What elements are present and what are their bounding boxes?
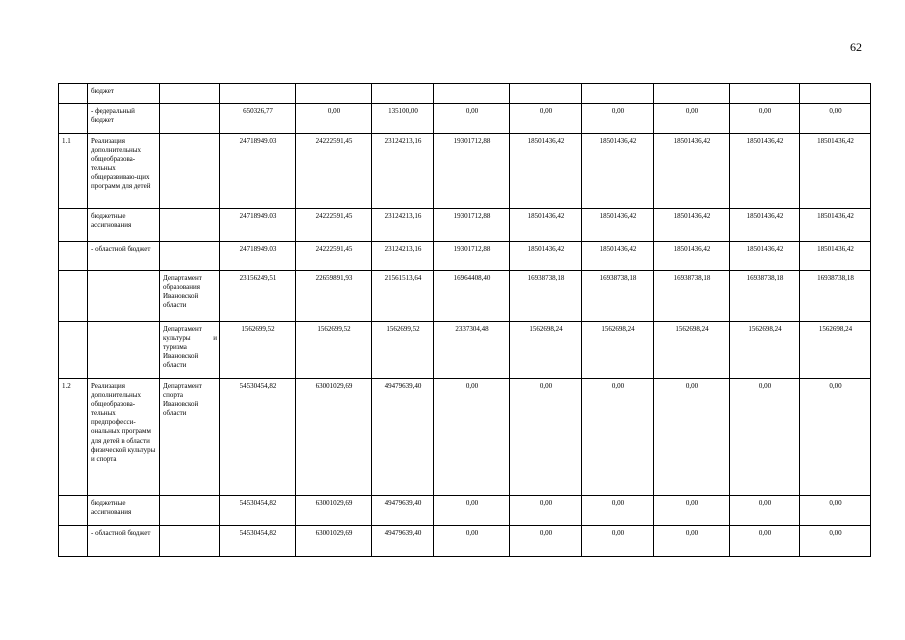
value-cell: 24222591,45	[296, 134, 372, 209]
row-name-cell	[88, 322, 160, 379]
value-cell: 1562698,24	[730, 322, 800, 379]
value-cell: 0,00	[510, 104, 582, 134]
value-cell: 1562699,52	[372, 322, 434, 379]
value-cell: 0,00	[434, 379, 510, 496]
value-cell: 19301712,88	[434, 242, 510, 271]
table-row	[59, 271, 871, 322]
value-cell	[800, 84, 871, 104]
value-cell: 650326,77	[220, 104, 296, 134]
row-index-cell	[59, 271, 88, 322]
value-cell: 24222591,45	[296, 242, 372, 271]
value-cell	[510, 84, 582, 104]
value-cell: 22659891,93	[296, 271, 372, 322]
value-cell: 19301712,88	[434, 209, 510, 242]
value-cell: 0,00	[582, 104, 654, 134]
value-cell: 18501436,42	[800, 209, 871, 242]
value-cell: 0,00	[582, 496, 654, 526]
table-row	[59, 496, 871, 526]
row-index-cell	[59, 209, 88, 242]
value-cell: 0,00	[510, 379, 582, 496]
executor-cell	[160, 84, 220, 104]
row-name-cell: - областной бюджет	[88, 526, 160, 557]
value-cell: 0,00	[730, 104, 800, 134]
value-cell: 18501436,42	[730, 209, 800, 242]
value-cell: 1562698,24	[582, 322, 654, 379]
value-cell: 0,00	[800, 526, 871, 557]
budget-table	[58, 83, 871, 557]
value-cell: 18501436,42	[510, 242, 582, 271]
executor-cell	[160, 496, 220, 526]
value-cell: 16938738,18	[510, 271, 582, 322]
row-index-cell	[59, 242, 88, 271]
value-cell: 2337304,48	[434, 322, 510, 379]
value-cell: 16964408,40	[434, 271, 510, 322]
value-cell: 18501436,42	[510, 209, 582, 242]
value-cell: 18501436,42	[510, 134, 582, 209]
value-cell: 1562698,24	[654, 322, 730, 379]
value-cell: 24718949.03	[220, 209, 296, 242]
executor-cell	[160, 209, 220, 242]
row-name-cell	[88, 271, 160, 322]
value-cell: 135100,00	[372, 104, 434, 134]
value-cell: 23124213,16	[372, 242, 434, 271]
row-index-cell	[59, 322, 88, 379]
executor-cell	[160, 526, 220, 557]
value-cell: 1562698,24	[510, 322, 582, 379]
executor-cell	[160, 134, 220, 209]
value-cell: 54530454,82	[220, 379, 296, 496]
row-name-cell: - областной бюджет	[88, 242, 160, 271]
table-row	[59, 84, 871, 104]
value-cell: 0,00	[800, 379, 871, 496]
value-cell: 18501436,42	[654, 209, 730, 242]
value-cell: 23124213,16	[372, 134, 434, 209]
value-cell: 0,00	[582, 526, 654, 557]
value-cell	[296, 84, 372, 104]
value-cell: 1562699,52	[220, 322, 296, 379]
row-index-cell	[59, 104, 88, 134]
value-cell: 0,00	[510, 496, 582, 526]
row-name-cell: бюджетные ассигнования	[88, 209, 160, 242]
table-row	[59, 526, 871, 557]
value-cell: 18501436,42	[654, 242, 730, 271]
value-cell: 18501436,42	[730, 242, 800, 271]
value-cell: 18501436,42	[730, 134, 800, 209]
value-cell: 18501436,42	[800, 134, 871, 209]
value-cell: 16938738,18	[800, 271, 871, 322]
value-cell: 19301712,88	[434, 134, 510, 209]
value-cell: 16938738,18	[730, 271, 800, 322]
table-row	[59, 134, 871, 209]
row-name-cell: бюджет	[88, 84, 160, 104]
value-cell: 16938738,18	[654, 271, 730, 322]
value-cell: 0,00	[296, 104, 372, 134]
value-cell: 54530454,82	[220, 496, 296, 526]
value-cell: 63001029,69	[296, 379, 372, 496]
table-row	[59, 379, 871, 496]
value-cell: 0,00	[800, 104, 871, 134]
value-cell: 0,00	[582, 379, 654, 496]
value-cell: 18501436,42	[582, 209, 654, 242]
value-cell: 1562699,52	[296, 322, 372, 379]
row-name-cell: бюджетные ассигнования	[88, 496, 160, 526]
value-cell: 49479639,40	[372, 379, 434, 496]
value-cell: 63001029,69	[296, 496, 372, 526]
value-cell: 54530454,82	[220, 526, 296, 557]
value-cell	[654, 84, 730, 104]
table-row	[59, 209, 871, 242]
table-row	[59, 242, 871, 271]
value-cell: 18501436,42	[582, 242, 654, 271]
value-cell: 0,00	[654, 104, 730, 134]
value-cell: 0,00	[654, 526, 730, 557]
value-cell: 23156249,51	[220, 271, 296, 322]
value-cell	[730, 84, 800, 104]
value-cell: 0,00	[510, 526, 582, 557]
value-cell: 49479639,40	[372, 526, 434, 557]
row-name-cell: Реализация дополнительных общеобразова-тельных предпрофесси-ональных программ для детей в области физической культуры и спорта	[88, 379, 160, 496]
value-cell: 0,00	[654, 496, 730, 526]
value-cell: 0,00	[730, 526, 800, 557]
executor-cell: Департамент образования Ивановской области	[160, 271, 220, 322]
value-cell: 0,00	[730, 496, 800, 526]
table-row	[59, 322, 871, 379]
value-cell	[372, 84, 434, 104]
value-cell: 0,00	[434, 104, 510, 134]
executor-cell	[160, 104, 220, 134]
row-index-cell	[59, 496, 88, 526]
row-index-cell	[59, 526, 88, 557]
value-cell: 18501436,42	[800, 242, 871, 271]
value-cell: 16938738,18	[582, 271, 654, 322]
value-cell: 0,00	[730, 379, 800, 496]
value-cell	[582, 84, 654, 104]
value-cell: 0,00	[654, 379, 730, 496]
row-index-cell: 1.2	[59, 379, 88, 496]
value-cell: 49479639,40	[372, 496, 434, 526]
value-cell: 0,00	[800, 496, 871, 526]
row-index-cell	[59, 84, 88, 104]
value-cell: 0,00	[434, 496, 510, 526]
value-cell: 23124213,16	[372, 209, 434, 242]
value-cell	[434, 84, 510, 104]
value-cell: 24222591,45	[296, 209, 372, 242]
value-cell: 18501436,42	[654, 134, 730, 209]
table-row	[59, 104, 871, 134]
executor-cell: Департамент спорта Ивановской области	[160, 379, 220, 496]
executor-cell	[160, 242, 220, 271]
executor-cell: Департамент культуры и туризма Ивановской области	[160, 322, 220, 379]
row-name-cell: - федеральный бюджет	[88, 104, 160, 134]
value-cell: 0,00	[434, 526, 510, 557]
value-cell: 24718949.03	[220, 242, 296, 271]
value-cell: 24718949.03	[220, 134, 296, 209]
row-name-cell: Реализация дополнительных общеобразова-тельных общеразвиваю-щих программ для детей	[88, 134, 160, 209]
row-index-cell: 1.1	[59, 134, 88, 209]
value-cell: 18501436,42	[582, 134, 654, 209]
value-cell: 63001029,69	[296, 526, 372, 557]
value-cell: 21561513,64	[372, 271, 434, 322]
page-number: 62	[850, 40, 862, 54]
value-cell: 1562698,24	[800, 322, 871, 379]
value-cell	[220, 84, 296, 104]
